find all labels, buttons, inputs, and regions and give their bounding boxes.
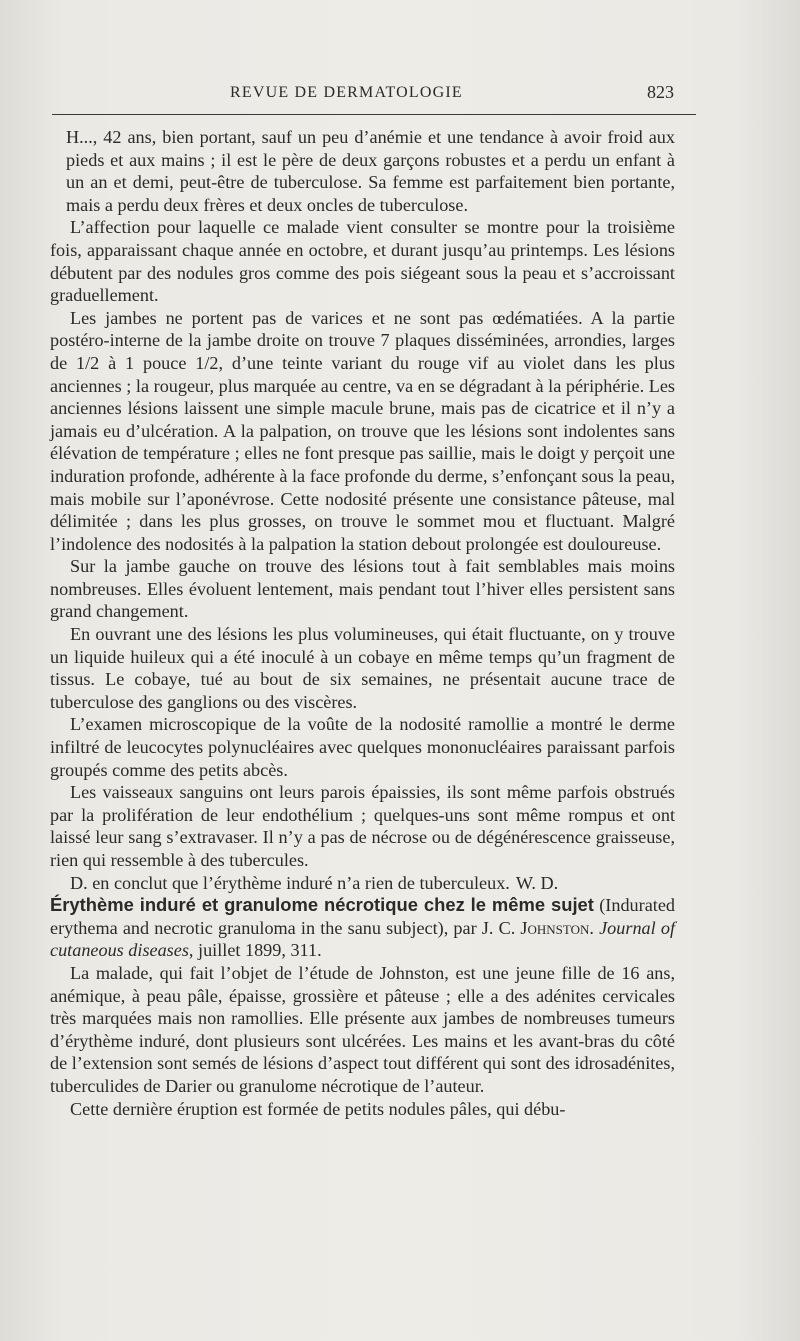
entry-separator: . xyxy=(589,917,600,938)
paragraph: L’affection pour laquelle ce malade vient consulter se montre pour la troisième fois, apparaissant chaque année en octobre, et durant jusqu’au printemps. Les lésions débutent par des nodules gros comme des pois siégeant sous la peau et s’accroissant graduellement. xyxy=(50,217,675,306)
conclusion-text: D. en conclut que l’érythème induré n’a rien de tuberculeux. xyxy=(70,872,510,893)
entry-title: Érythème induré et granulome nécrotique chez le même sujet xyxy=(50,894,594,916)
header-rule xyxy=(52,114,696,115)
entry-date-page: , juillet 1899, 311. xyxy=(188,940,322,961)
paragraph: Les jambes ne portent pas de varices et ne sont pas œdématiées. A la partie postéro-interne de la jambe droite on trouve 7 plaques disséminées, arrondies, larges de 1/2 à 1 pouce 1/2, d’une teinte variant du rouge vif au violet dans les plus anciennes ; la rougeur, plus marquée au centre, va en se dégradant à la périphérie. Les anciennes lésions laissent une simple macule brune, mais pas de cicatrice et il n’y a jamais eu d’ulcération. A la palpation, on trouve que les lésions sont indolentes sans élévation de température ; elles ne font presque pas saillie, mais le doigt y perçoit une induration profonde, adhérente à la face profonde du derme, s’enfonçant sous la peau, mais mobile sur l’aponévrose. Cette nodosité présente une consistance pâteuse, mal délimitée ; dans les plus grosses, on trouve le sommet mou et fluctuant. Malgré l’indolence des nodosités à la palpation la station debout prolongée est douloureuse. xyxy=(50,307,675,554)
running-head xyxy=(52,80,692,108)
entry-heading xyxy=(50,894,675,962)
paragraph: Les vaisseaux sanguins ont leurs parois épaissies, ils sont même parfois obstrués par la prolifération de leur endothélium ; quelques-uns sont même rompus et ont laissé leur sang s’extravaser. Il n’y a pas de nécrose ou de dégénérescence graisseuse, rien qui ressemble à des tubercules. xyxy=(50,782,675,870)
conclusion-paragraph xyxy=(50,872,675,895)
paragraph: L’examen microscopique de la voûte de la nodosité ramollie a montré le derme infiltré de leucocytes polynucléaires avec quelques mononucléaires paraissant parfois groupés comme des petits abcès. xyxy=(50,714,675,780)
entry-english-title: (Indurated erythema and necrotic granuloma in the sanu subject), par xyxy=(50,895,675,938)
paragraph: En ouvrant une des lésions les plus volumineuses, qui était fluctuante, on y trouve un liquide huileux qui a été inoculé à un cobaye en même temps qu’un fragment de tissus. Le cobaye, tué au bout de six semaines, ne présentait aucune trace de tuberculose des ganglions ou des viscères. xyxy=(50,624,675,712)
page-number: 823 xyxy=(647,82,674,102)
paragraph: Cette dernière éruption est formée de petits nodules pâles, qui débu- xyxy=(70,1098,566,1119)
paragraph: La malade, qui fait l’objet de l’étude de Johnston, est une jeune fille de 16 ans, anémique, à peau pâle, épaisse, grossière et pâteuse ; elle a des adénites cervicales très marquées mais non ramollies. Elle présente aux jambes de nombreuses tumeurs d’érythème induré, dont plusieurs sont ulcérées. Les mains et les avant-bras du côté de l’extension sont semés de lésions d’aspect tout différent qui sont des idrosadénites, tuberculides de Darier ou granulome nécrotique de l’auteur. xyxy=(50,962,675,1096)
paragraph: Sur la jambe gauche on trouve des lésions tout à fait semblables mais moins nombreuses. Elles évoluent lentement, mais pendant tout l’hiver elles persistent sans grand changement. xyxy=(50,556,675,622)
entry-journal: Journal of cutaneous diseases xyxy=(50,917,675,961)
paragraph: H..., 42 ans, bien portant, sauf un peu d’anémie et une tendance à avoir froid aux pieds et aux mains ; il est le père de deux garçons robustes et a perdu un enfant à un an et demi, peut-être de tuberculose. Sa femme est parfaitement bien portante, mais a perdu deux frères et deux oncles de tuberculose. xyxy=(66,127,675,215)
author-signature: W. D. xyxy=(515,872,559,893)
article-body xyxy=(50,126,675,1120)
entry-author: J. C. Johnston xyxy=(481,917,590,938)
running-title: REVUE DE DERMATOLOGIE xyxy=(230,84,463,101)
